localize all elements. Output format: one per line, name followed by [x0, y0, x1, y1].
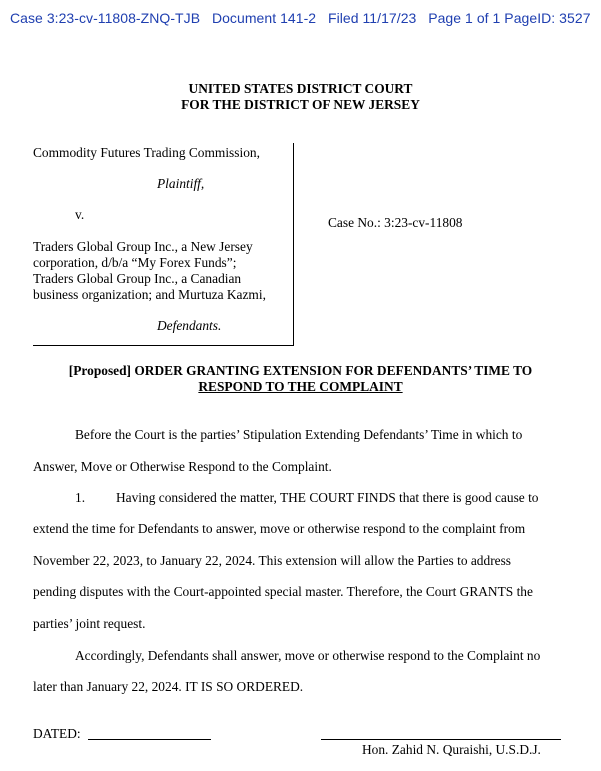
page-info: Page 1 of 1 PageID: 3527 [428, 10, 591, 26]
court-name-line1: UNITED STATES DISTRICT COURT [188, 81, 413, 96]
case-number: Case No.: 3:23-cv-11808 [328, 215, 463, 230]
dated-label: DATED: [33, 726, 81, 741]
order-title-text: ORDER GRANTING EXTENSION FOR DEFENDANTS’ TIME TO [131, 363, 533, 378]
defendants-role: Defendants. [157, 318, 222, 333]
filing-header [10, 10, 591, 26]
proposed-tag: [Proposed] [68, 363, 132, 378]
date-blank-line [88, 739, 211, 740]
document-number: Document 141-2 [211, 10, 317, 26]
body-line: parties’ joint request. [33, 616, 146, 631]
body-line: extend the time for Defendants to answer, move or otherwise respond to the complaint from [33, 521, 526, 536]
body-line: November 22, 2023, to January 22, 2024. This extension will allow the Parties to address [33, 553, 512, 568]
caption-divider-horizontal [33, 345, 294, 346]
plaintiff-role: Plaintiff, [157, 176, 205, 191]
versus: v. [75, 207, 85, 222]
order-title-line1 [0, 363, 601, 379]
paragraph-number: 1. [75, 490, 86, 505]
body-line: Having considered the matter, THE COURT FINDS that there is good cause to [116, 490, 539, 505]
caption-divider-vertical [293, 143, 294, 346]
plaintiff-name: Commodity Futures Trading Commission, [33, 145, 260, 160]
body-line: pending disputes with the Court-appointed special master. Therefore, the Court GRANTS the [33, 584, 533, 599]
order-title-line2: RESPOND TO THE COMPLAINT [198, 379, 403, 394]
defendant-line: corporation, d/b/a “My Forex Funds”; [33, 255, 237, 270]
court-name-line2: FOR THE DISTRICT OF NEW JERSEY [181, 97, 420, 112]
defendant-line: Traders Global Group Inc., a New Jersey [33, 239, 253, 254]
body-line: later than January 22, 2024. IT IS SO ORDERED. [33, 679, 304, 694]
body-line: Before the Court is the parties’ Stipulation Extending Defendants’ Time in which to [75, 427, 523, 442]
judge-name: Hon. Zahid N. Quraishi, U.S.D.J. [362, 742, 541, 757]
filed-date: Filed 11/17/23 [327, 10, 417, 26]
signature-line [321, 739, 561, 740]
case-reference: Case 3:23-cv-11808-ZNQ-TJB [10, 10, 201, 26]
defendant-line: business organization; and Murtuza Kazmi, [33, 287, 266, 302]
body-line: Accordingly, Defendants shall answer, move or otherwise respond to the Complaint no [75, 648, 541, 663]
defendant-line: Traders Global Group Inc., a Canadian [33, 271, 242, 286]
body-line: Answer, Move or Otherwise Respond to the Complaint. [33, 459, 332, 474]
